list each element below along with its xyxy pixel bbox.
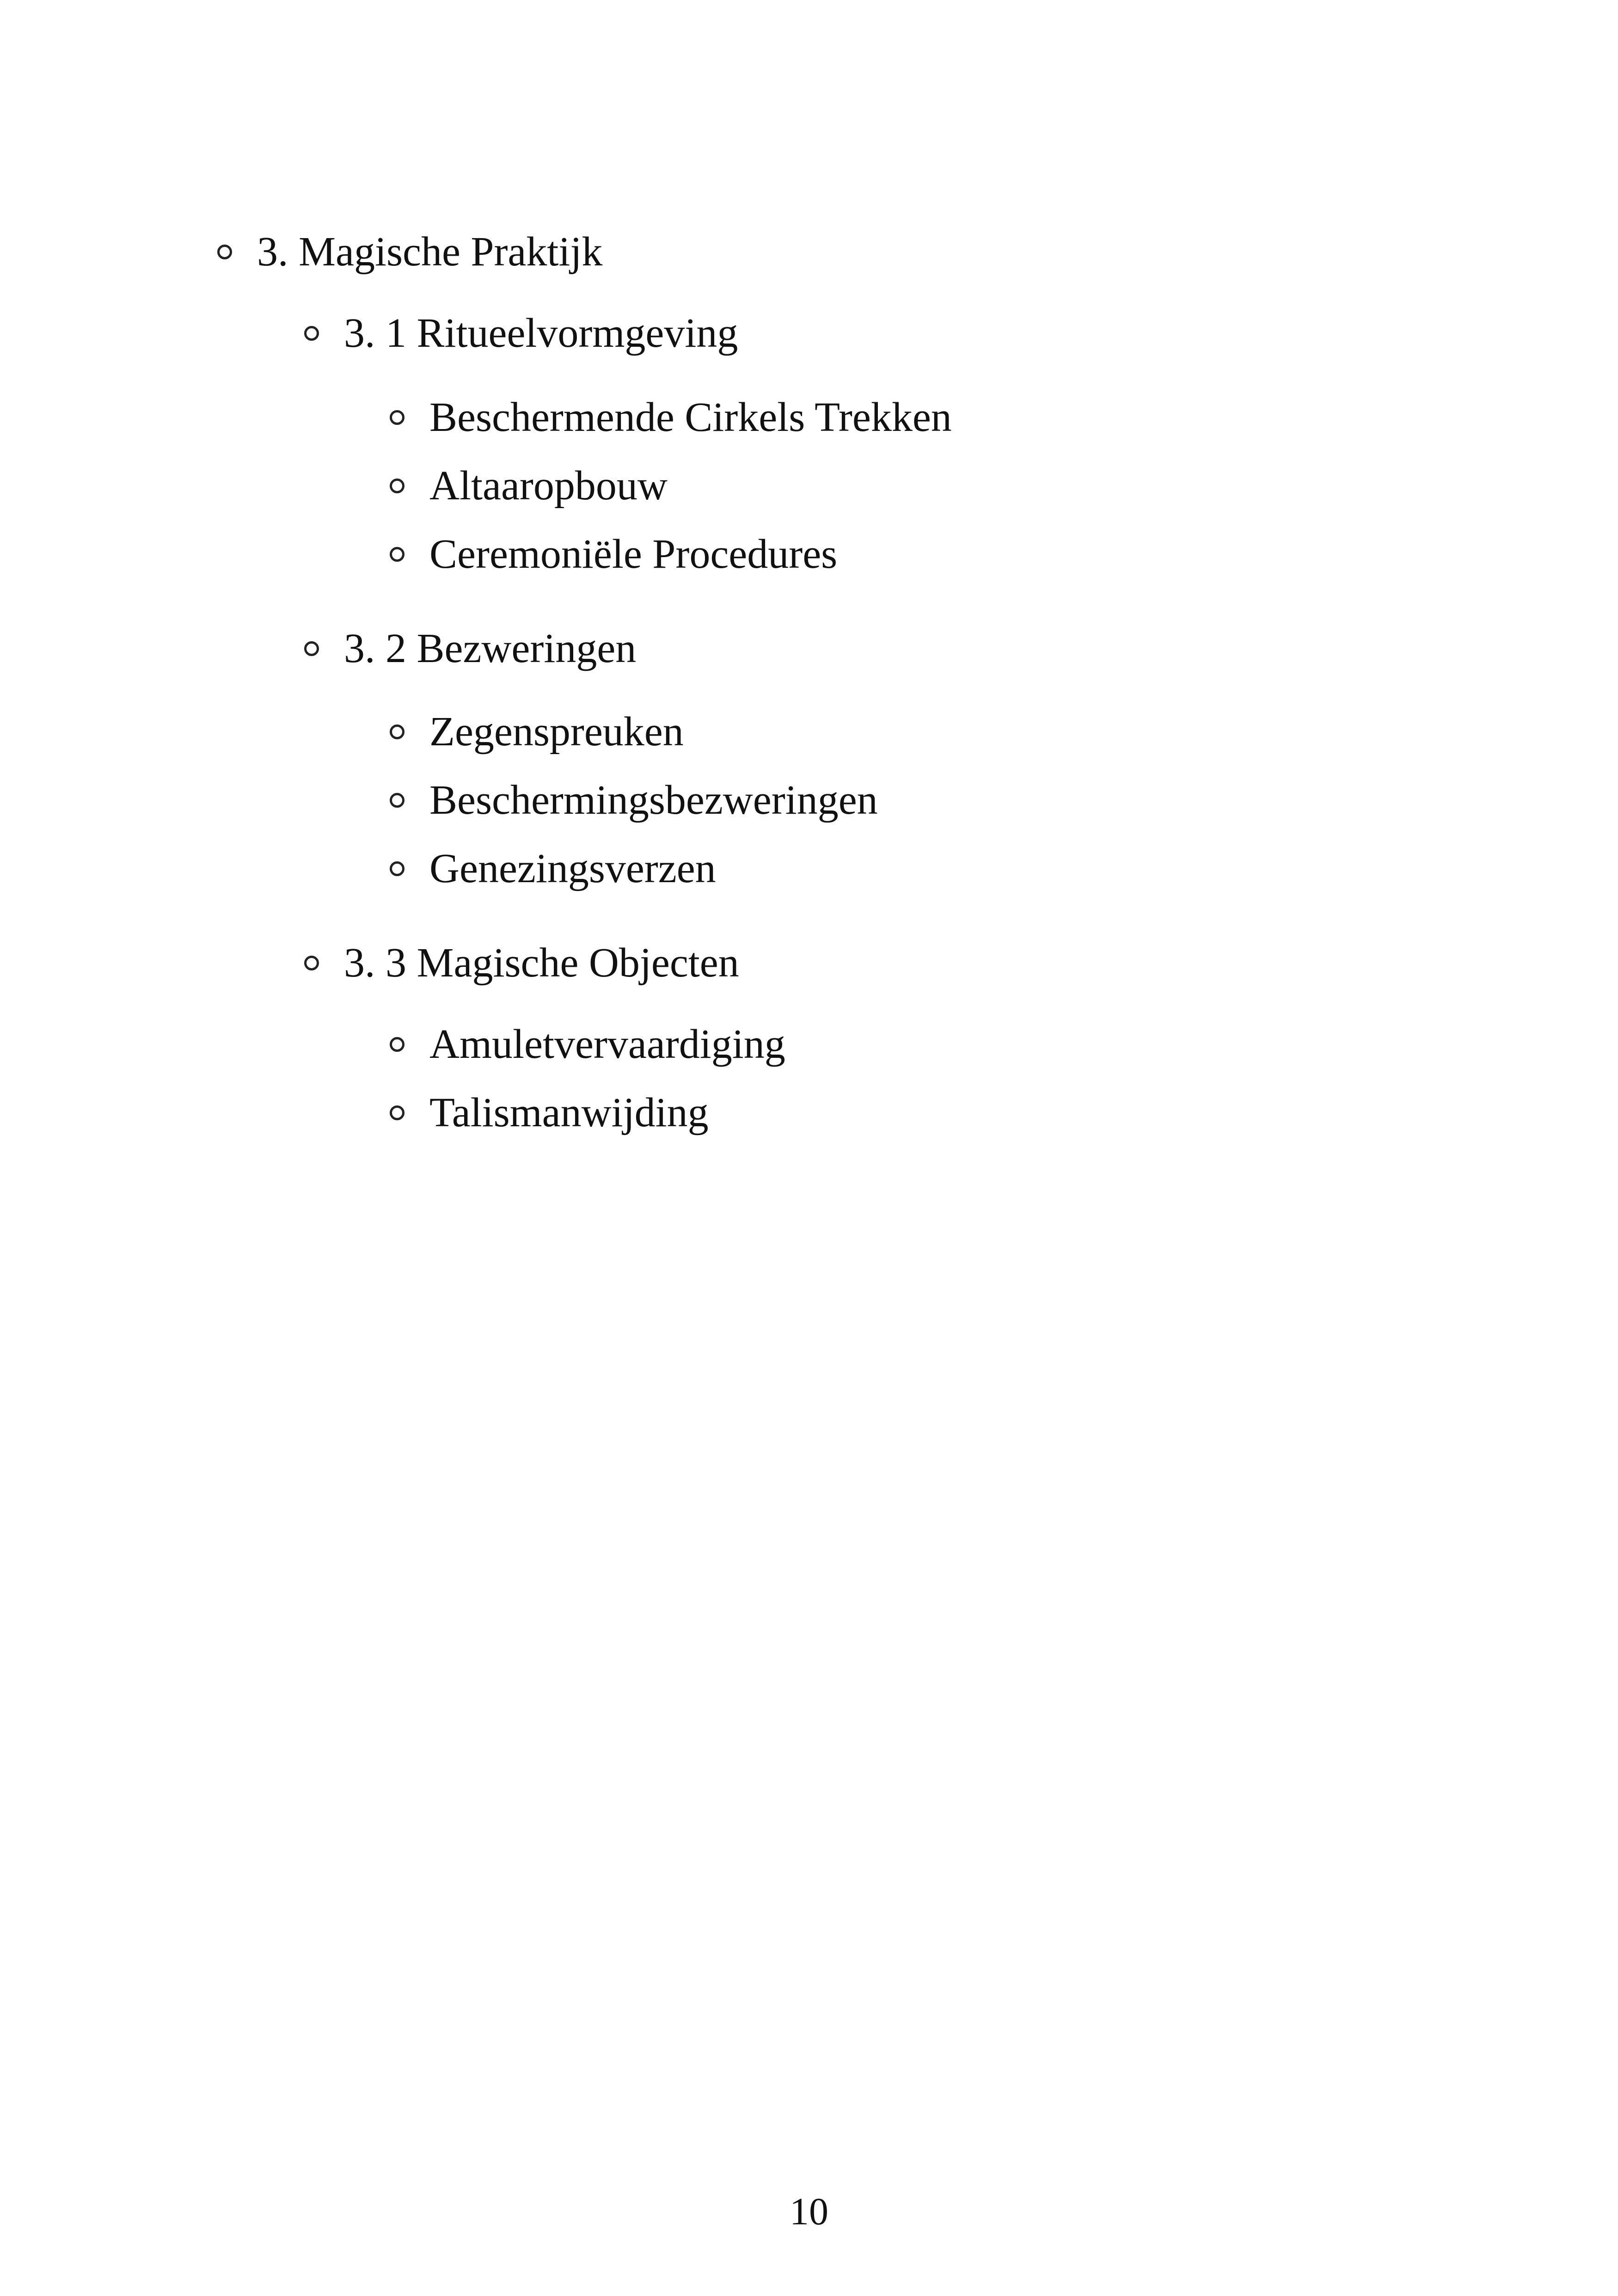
outline-item [390, 848, 716, 890]
hollow-circle-bullet-icon [390, 1037, 404, 1052]
outline-subsection [304, 310, 738, 356]
outline-item-label: Amuletvervaardiging [429, 1021, 785, 1067]
subsection-heading: 3. 2 Bezweringen [344, 626, 637, 671]
outline-item-label: Zegenspreuken [429, 709, 684, 755]
hollow-circle-bullet-icon [390, 861, 404, 876]
outline-item-label: Genezingsverzen [429, 846, 716, 891]
subsection-heading: 3. 3 Magische Objecten [344, 940, 739, 986]
hollow-circle-bullet-icon [304, 641, 319, 656]
outline-section [217, 231, 602, 273]
outline-item [390, 1092, 709, 1134]
outline-item [390, 777, 878, 823]
outline-item [390, 531, 838, 577]
outline-subsection [304, 942, 739, 984]
page-number: 10 [790, 2190, 828, 2233]
outline-item-label: Altaaropbouw [429, 463, 668, 509]
outline-item [390, 1021, 785, 1067]
section-heading: 3. Magische Praktijk [257, 229, 603, 275]
hollow-circle-bullet-icon [304, 956, 319, 970]
outline-item-label: Beschermingsbezweringen [429, 777, 878, 823]
hollow-circle-bullet-icon [304, 326, 319, 341]
outline-item-label: Beschermende Cirkels Trekken [429, 394, 952, 440]
outline-item [390, 711, 684, 753]
hollow-circle-bullet-icon [390, 410, 404, 425]
outline-item-label: Ceremoniële Procedures [429, 531, 838, 577]
outline-item [390, 394, 952, 440]
hollow-circle-bullet-icon [390, 724, 404, 739]
subsection-heading: 3. 1 Ritueelvormgeving [344, 310, 738, 356]
outline-subsection [304, 628, 636, 669]
outline-item-label: Talismanwijding [429, 1090, 709, 1136]
outline-item [390, 465, 668, 507]
hollow-circle-bullet-icon [390, 547, 404, 562]
hollow-circle-bullet-icon [390, 793, 404, 808]
hollow-circle-bullet-icon [390, 479, 404, 493]
hollow-circle-bullet-icon [217, 245, 232, 259]
hollow-circle-bullet-icon [390, 1105, 404, 1120]
